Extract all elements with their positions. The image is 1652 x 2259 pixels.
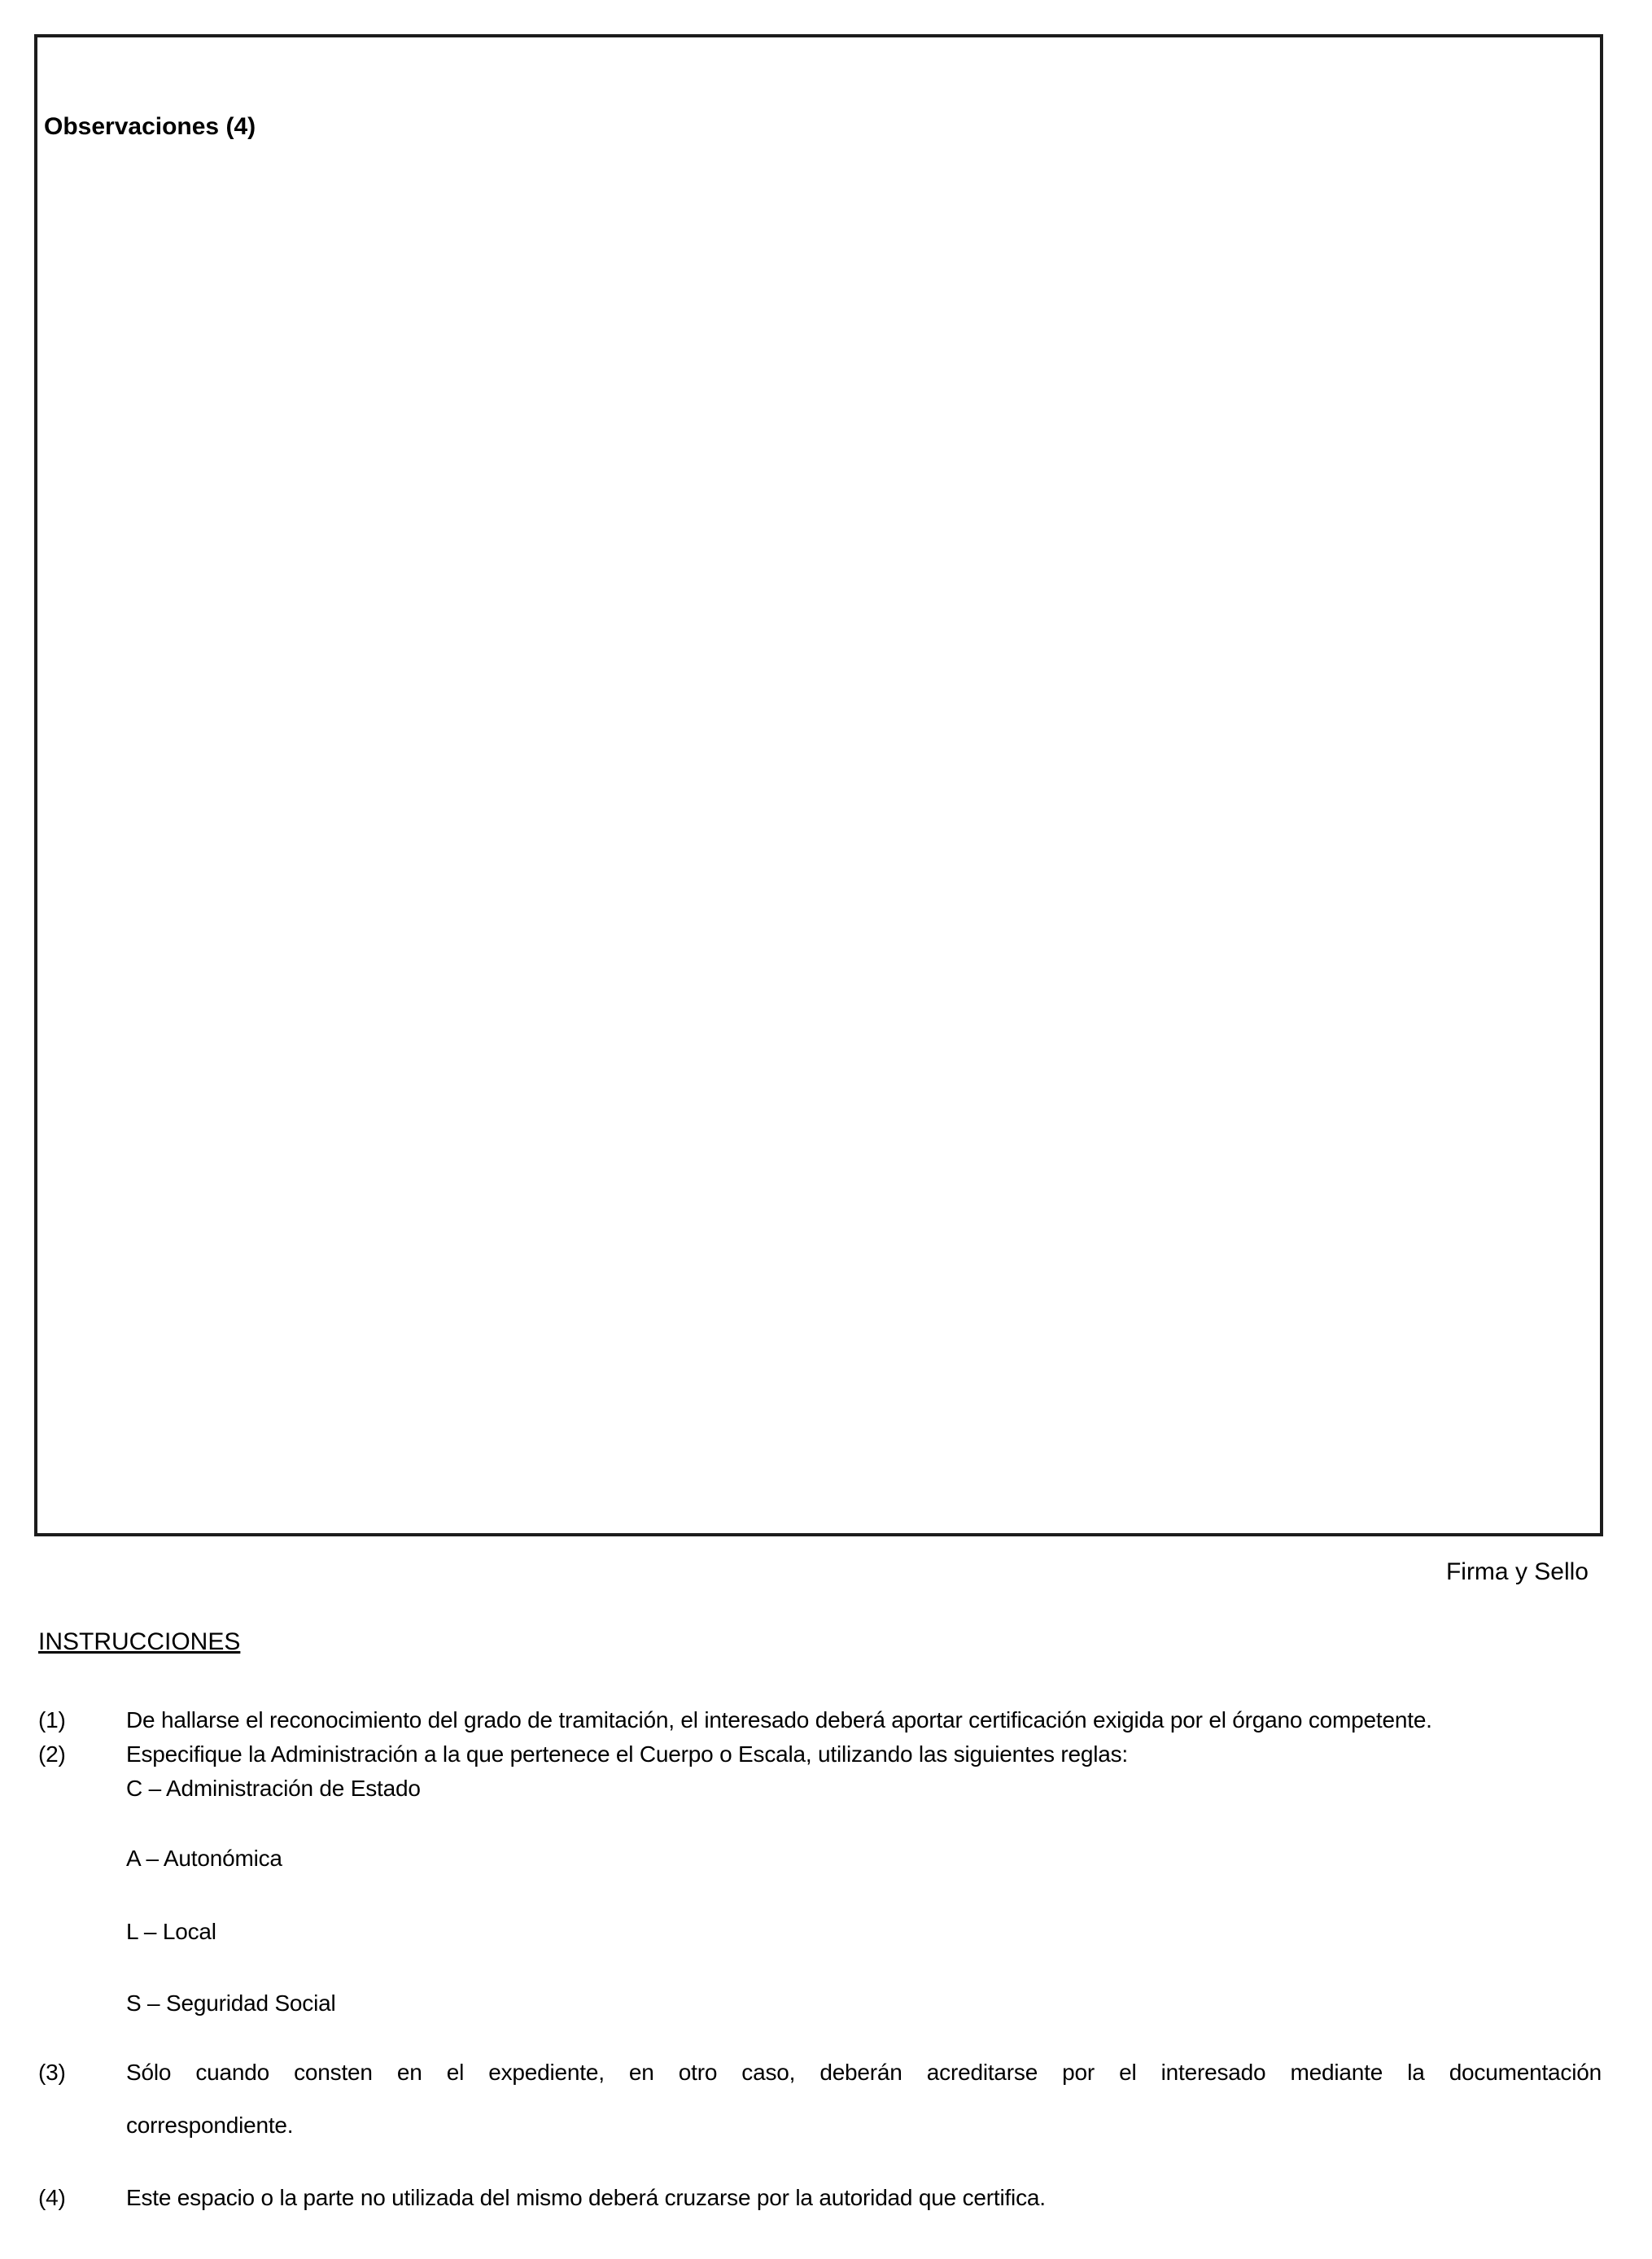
admin-rule-l: L – Local xyxy=(126,1919,216,1944)
instruction-text-line: Sólo cuando consten en el expediente, en otro caso, deberán acreditarse por el interesado mediante la documentación xyxy=(126,2060,1602,2085)
instruction-number: (2) xyxy=(38,1741,66,1767)
instruction-text: Este espacio o la parte no utilizada del mismo deberá cruzarse por la autoridad que certifica. xyxy=(126,2185,1046,2210)
admin-rule-s: S – Seguridad Social xyxy=(126,1990,336,2016)
observations-box xyxy=(34,34,1603,1536)
instruction-number: (4) xyxy=(38,2185,66,2210)
instruction-number: (1) xyxy=(38,1707,66,1732)
admin-rule-s-row xyxy=(38,1986,1602,2021)
instruction-text-line: correspondiente. xyxy=(126,2113,294,2138)
instruction-item-4 xyxy=(38,2181,1602,2215)
admin-rule-a: A – Autonómica xyxy=(126,1846,282,1871)
instruction-text: De hallarse el reconocimiento del grado de tramitación, el interesado deberá aportar certificación exigida por el órgano competente. xyxy=(126,1707,1432,1732)
signature-label: Firma y Sello xyxy=(1445,1558,1589,1585)
instructions-heading: INSTRUCCIONES xyxy=(38,1628,241,1655)
instruction-item-1 xyxy=(38,1703,1602,1737)
instruction-number: (3) xyxy=(38,2060,66,2085)
admin-rule-l-row xyxy=(38,1915,1602,1949)
admin-rule-c: C – Administración de Estado xyxy=(126,1776,421,1801)
instruction-item-2 xyxy=(38,1737,1602,1806)
observations-label: Observaciones (4) xyxy=(44,113,256,140)
instruction-text: Especifique la Administración a la que pertenece el Cuerpo o Escala, utilizando las siguientes reglas: xyxy=(126,1741,1129,1767)
admin-rule-a-row xyxy=(38,1842,1602,1876)
instruction-item-3 xyxy=(38,2046,1602,2152)
